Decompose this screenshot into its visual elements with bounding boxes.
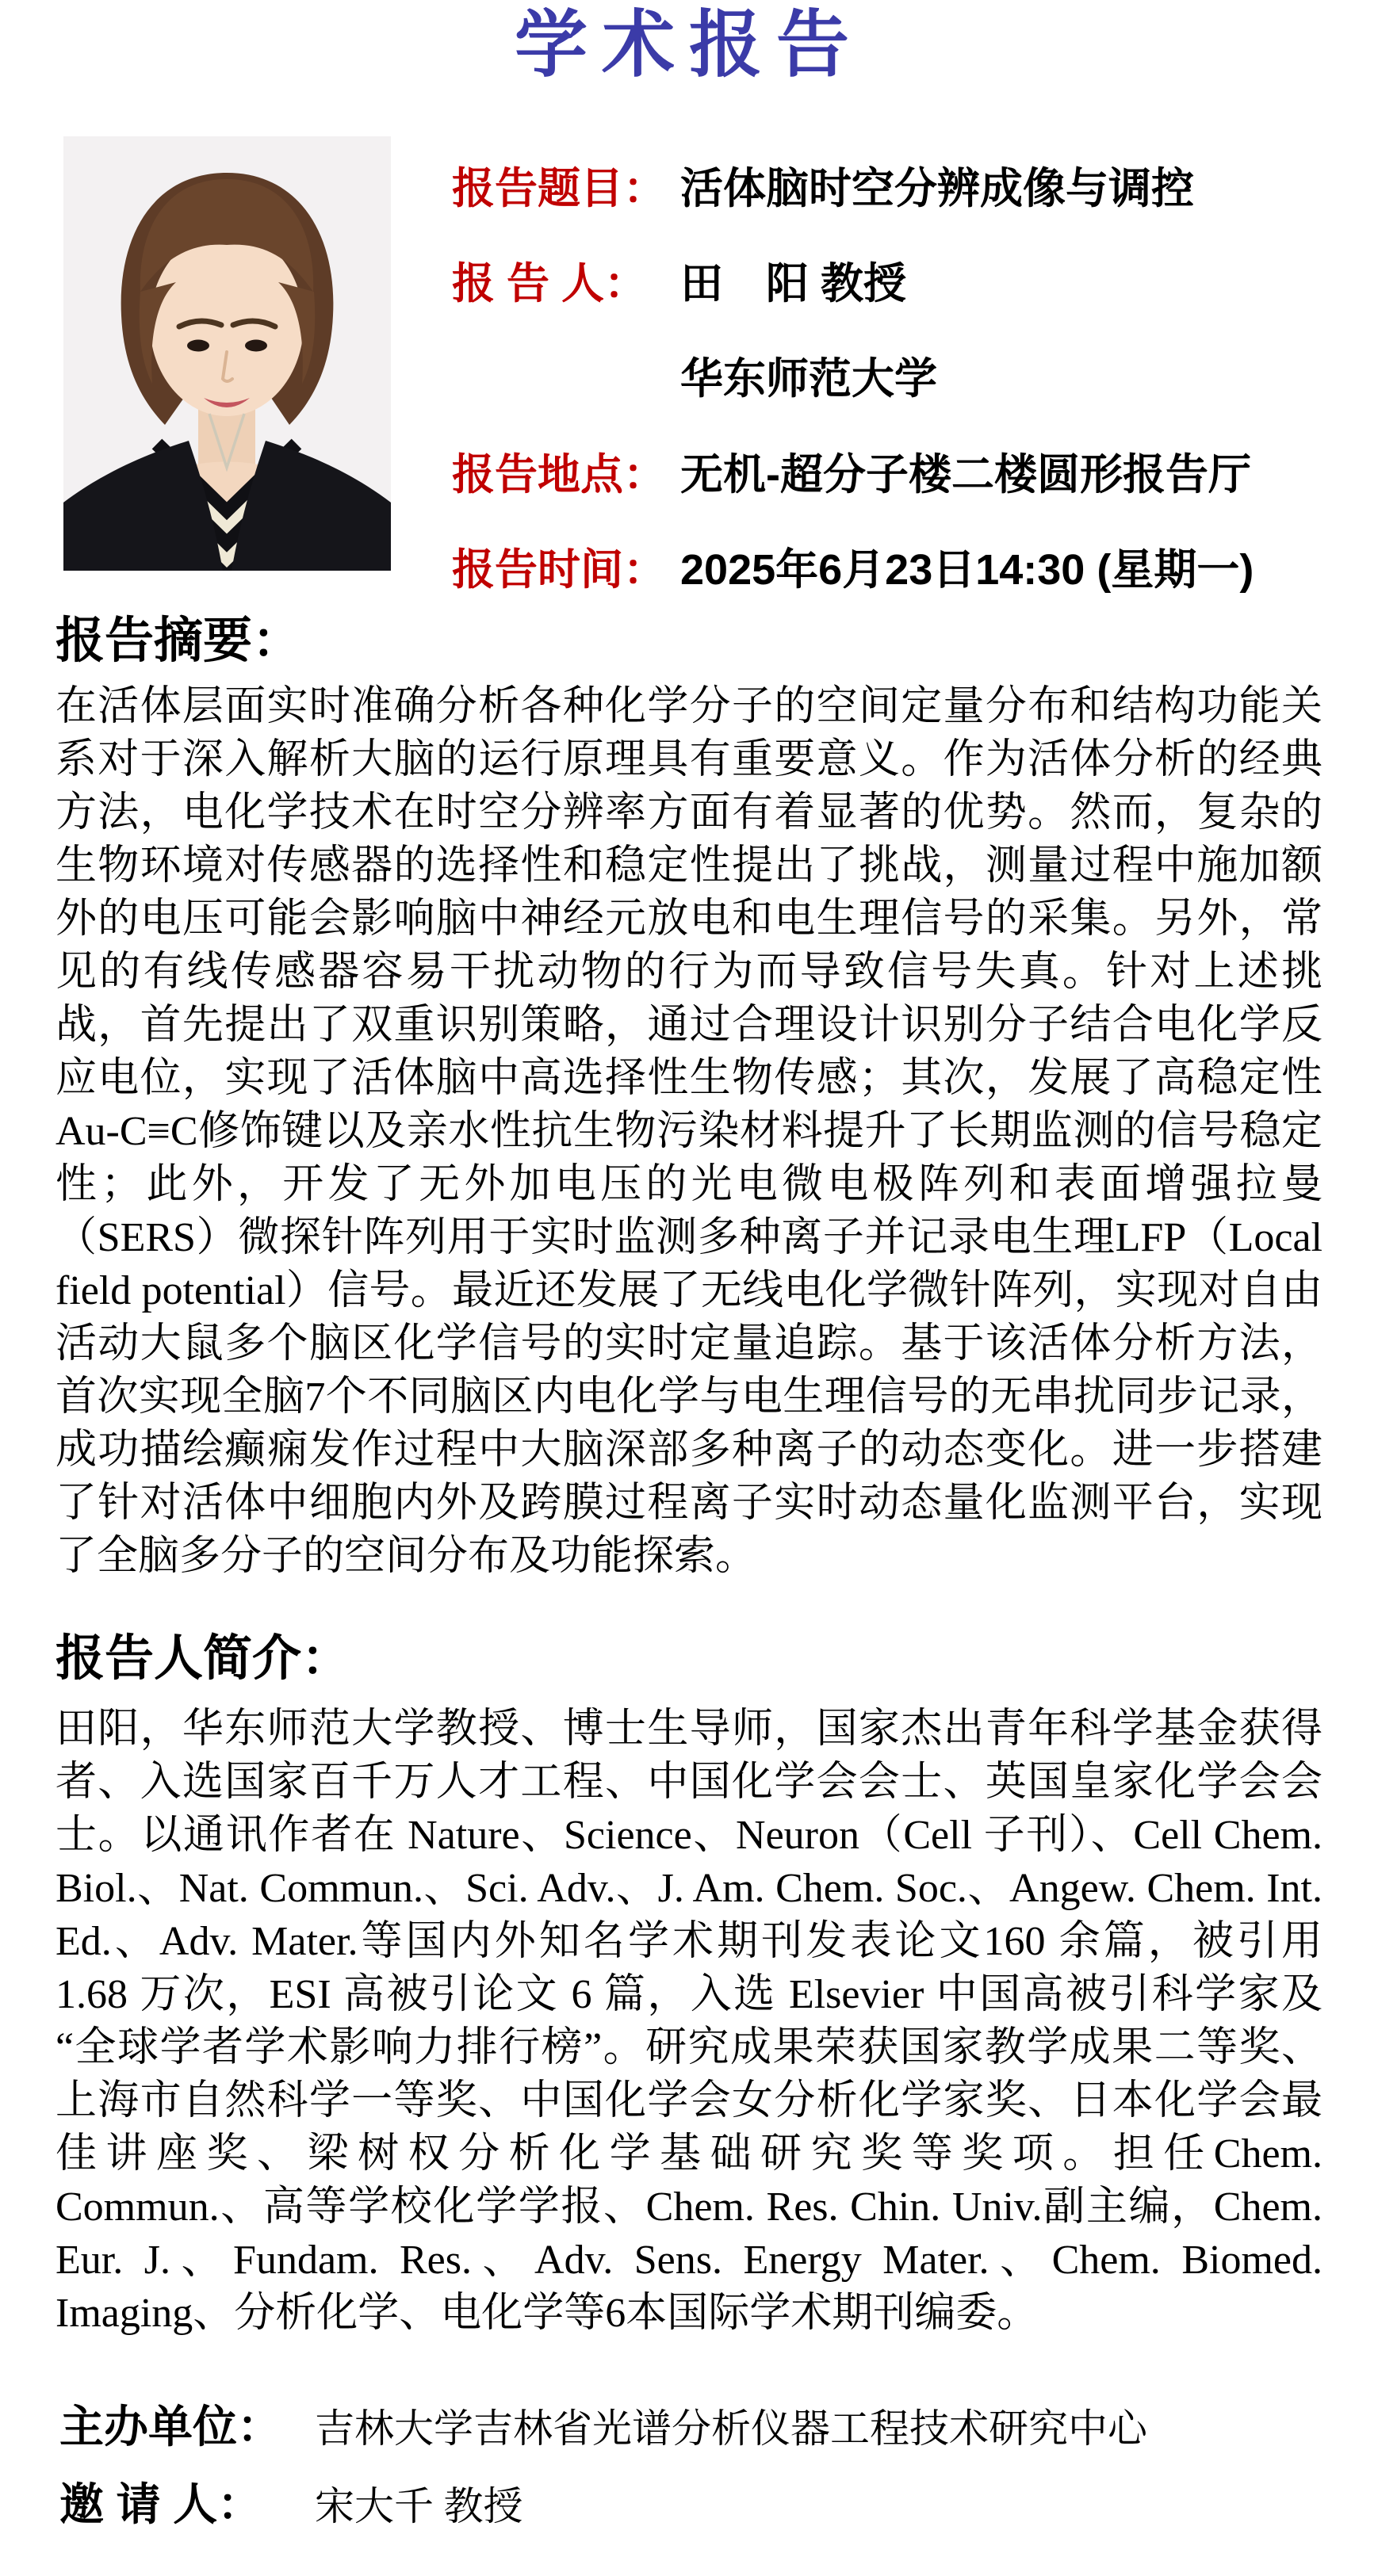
page-title: 学术报告 (514, 5, 863, 86)
speaker-value: 田 阳 教授 (680, 260, 907, 308)
organizer-value: 吉林大学吉林省光谱分析仪器工程技术研究中心 (315, 2406, 1147, 2451)
bio-heading: 报告人简介： (56, 1631, 351, 1686)
topic-label: 报告题目： (452, 165, 666, 212)
face (150, 231, 304, 416)
bio-body: 田阳，华东师范大学教授、博士生导师，国家杰出青年科学基金获得者、入选国家百千万人才工程、中国化学会会士、英国皇家化学会会士。以通讯作者在 Nature、Science、Neuron（Cell 子刊）、Cell Chem. Biol.、Nat. Commun.、Sci. Adv.、J. Am. Chem. Soc.、Angew. Chem. Int. Ed.、Adv. Mater.等国内外知名学术期刊发表论文160 余篇，被引用 1.68 万次，ESI 高被引论文 6 篇，入选 Elsevier 中国高被引科学家及“全球学者学术影响力排行榜”。研究成果荣获国家教学成果二等奖、上海市自然科学一等奖、中国化学会女分析化学家奖、日本化学会最佳讲座奖、梁树权分析化学基础研究奖等奖项。担任Chem. Commun.、高等学校化学学报、Chem. Res. Chin. Univ.副主编，Chem. Eur. J.、Fundam. Res.、Adv. Sens. Energy Mater.、Chem. Biomed. Imaging、分析化学、电化学等6本国际学术期刊编委。 (56, 1707, 1322, 2336)
affiliation-value: 华东师范大学 (680, 355, 937, 403)
speaker-photo (63, 136, 391, 571)
inviter-row (59, 2479, 523, 2530)
inviter-label: 邀 请 人： (59, 2479, 262, 2529)
inviter-value: 宋大千 教授 (315, 2484, 523, 2528)
organizer-label: 主办单位： (59, 2402, 281, 2452)
info-row-time (452, 545, 1254, 594)
info-row-topic (452, 166, 1254, 212)
topic-value: 活体脑时空分辨成像与调控 (680, 165, 1194, 212)
info-row-affiliation (452, 357, 1254, 402)
speaker-label: 报 告 人： (452, 260, 648, 308)
time-label: 报告时间： (452, 545, 666, 594)
info-row-location (452, 450, 1254, 499)
time-value: 2025年6月23日14:30 (星期一) (680, 545, 1254, 594)
eye-left (187, 340, 209, 352)
organizer-row (59, 2402, 1147, 2452)
info-section (63, 136, 1254, 593)
location-value: 无机-超分子楼二楼圆形报告厅 (680, 450, 1251, 499)
eye-right (245, 340, 267, 352)
abstract-heading: 报告摘要： (56, 613, 302, 668)
info-rows (452, 136, 1254, 593)
location-label: 报告地点： (452, 450, 666, 499)
info-row-speaker (452, 262, 1254, 307)
abstract-body: 在活体层面实时准确分析各种化学分子的空间定量分布和结构功能关系对于深入解析大脑的运行原理具有重要意义。作为活体分析的经典方法，电化学技术在时空分辨率方面有着显著的优势。然而，复杂的生物环境对传感器的选择性和稳定性提出了挑战，测量过程中施加额外的电压可能会影响脑中神经元放电和电生理信号的采集。另外，常见的有线传感器容易干扰动物的行为而导致信号失真。针对上述挑战，首先提出了双重识别策略，通过合理设计识别分子结合电化学反应电位，实现了活体脑中高选择性生物传感；其次，发展了高稳定性Au-C≡C修饰键以及亲水性抗生物污染材料提升了长期监测的信号稳定性；此外，开发了无外加电压的光电微电极阵列和表面增强拉曼（SERS）微探针阵列用于实时监测多种离子并记录电生理LFP（Local field potential）信号。最近还发展了无线电化学微针阵列，实现对自由活动大鼠多个脑区化学信号的实时定量追踪。基于该活体分析方法，首次实现全脑7个不同脑区内电化学与电生理信号的无串扰同步记录，成功描绘癫痫发作过程中大脑深部多种离子的动态变化。进一步搭建了针对活体中细胞内外及跨膜过程离子实时动态量化监测平台，实现了全脑多分子的空间分布及功能探索。 (56, 684, 1322, 1579)
